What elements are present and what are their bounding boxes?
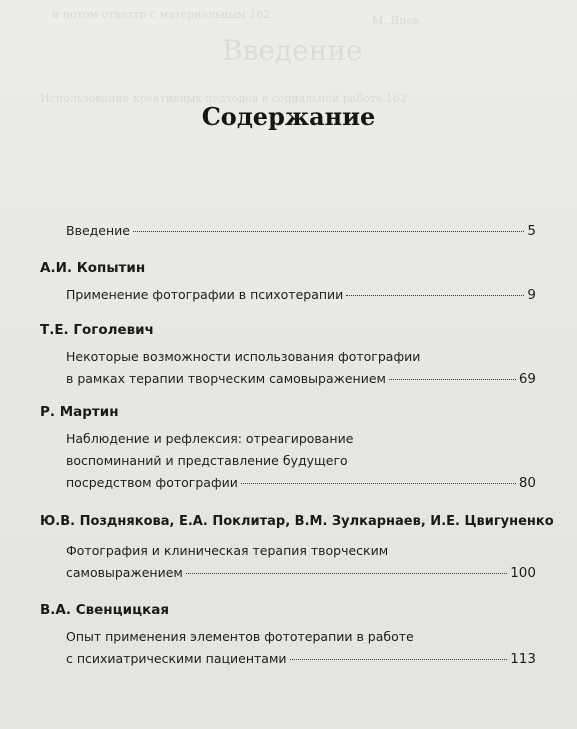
show-through-text: Использование креативных подходов в социальной работе 162: [40, 92, 407, 105]
toc-entry-4[interactable]: [66, 540, 536, 584]
toc-entry-title: воспоминаний и представление будущего: [66, 453, 348, 468]
toc-entry-2[interactable]: [66, 346, 536, 390]
show-through-heading: Введение: [222, 34, 363, 67]
toc-entry-title: Некоторые возможности использования фотографии: [66, 349, 421, 364]
show-through-text: и потом отвезти с материальным 162: [52, 8, 271, 21]
toc-entry-title: Применение фотографии в психотерапии: [66, 287, 344, 302]
page-number: 100: [510, 565, 536, 581]
page-number: 113: [510, 651, 536, 667]
toc-author: Т.Е. Гоголевич: [40, 322, 154, 338]
page-title: Содержание: [201, 102, 376, 131]
toc-entry-1[interactable]: [66, 284, 536, 306]
dot-leader: [346, 294, 524, 296]
toc-entry-5[interactable]: [66, 626, 536, 670]
toc-entry-3[interactable]: [66, 428, 536, 494]
toc-entry-title: Введение: [66, 223, 130, 238]
toc-author: Р. Мартин: [40, 404, 119, 420]
dot-leader: [241, 482, 516, 484]
toc-line: [66, 284, 536, 306]
toc-line: [66, 472, 536, 494]
dot-leader: [133, 230, 524, 232]
toc-entry-title: самовыражением: [66, 565, 183, 580]
toc-entry-title: Опыт применения элементов фототерапии в работе: [66, 629, 414, 644]
toc-line: [66, 648, 536, 670]
toc-line: [66, 562, 536, 584]
toc-line: [66, 220, 536, 242]
toc-entry-title: в рамках терапии творческим самовыражением: [66, 371, 386, 386]
toc-entry-title: с психиатрическими пациентами: [66, 651, 287, 666]
page-number: 5: [527, 223, 536, 239]
toc-line: [66, 368, 536, 390]
toc-entry-title: Наблюдение и рефлексия: отреагирование: [66, 431, 354, 446]
dot-leader: [290, 658, 508, 660]
page-number: 9: [527, 287, 536, 303]
toc-author: Ю.В. Позднякова, Е.А. Поклитар, В.М. Зулкарнаев, И.Е. Цвигуненко: [40, 514, 554, 529]
toc-entry-title: посредством фотографии: [66, 475, 238, 490]
toc-entry-introduction[interactable]: [66, 220, 536, 242]
toc-entry-title: Фотография и клиническая терапия творческим: [66, 543, 389, 558]
toc-author: А.И. Копытин: [40, 260, 146, 276]
page-number: 69: [518, 371, 536, 387]
show-through-author: М. Янов: [372, 14, 420, 27]
page-number: 80: [518, 475, 536, 491]
dot-leader: [389, 378, 516, 380]
toc-author: В.А. Свенцицкая: [40, 602, 170, 618]
dot-leader: [186, 572, 507, 574]
